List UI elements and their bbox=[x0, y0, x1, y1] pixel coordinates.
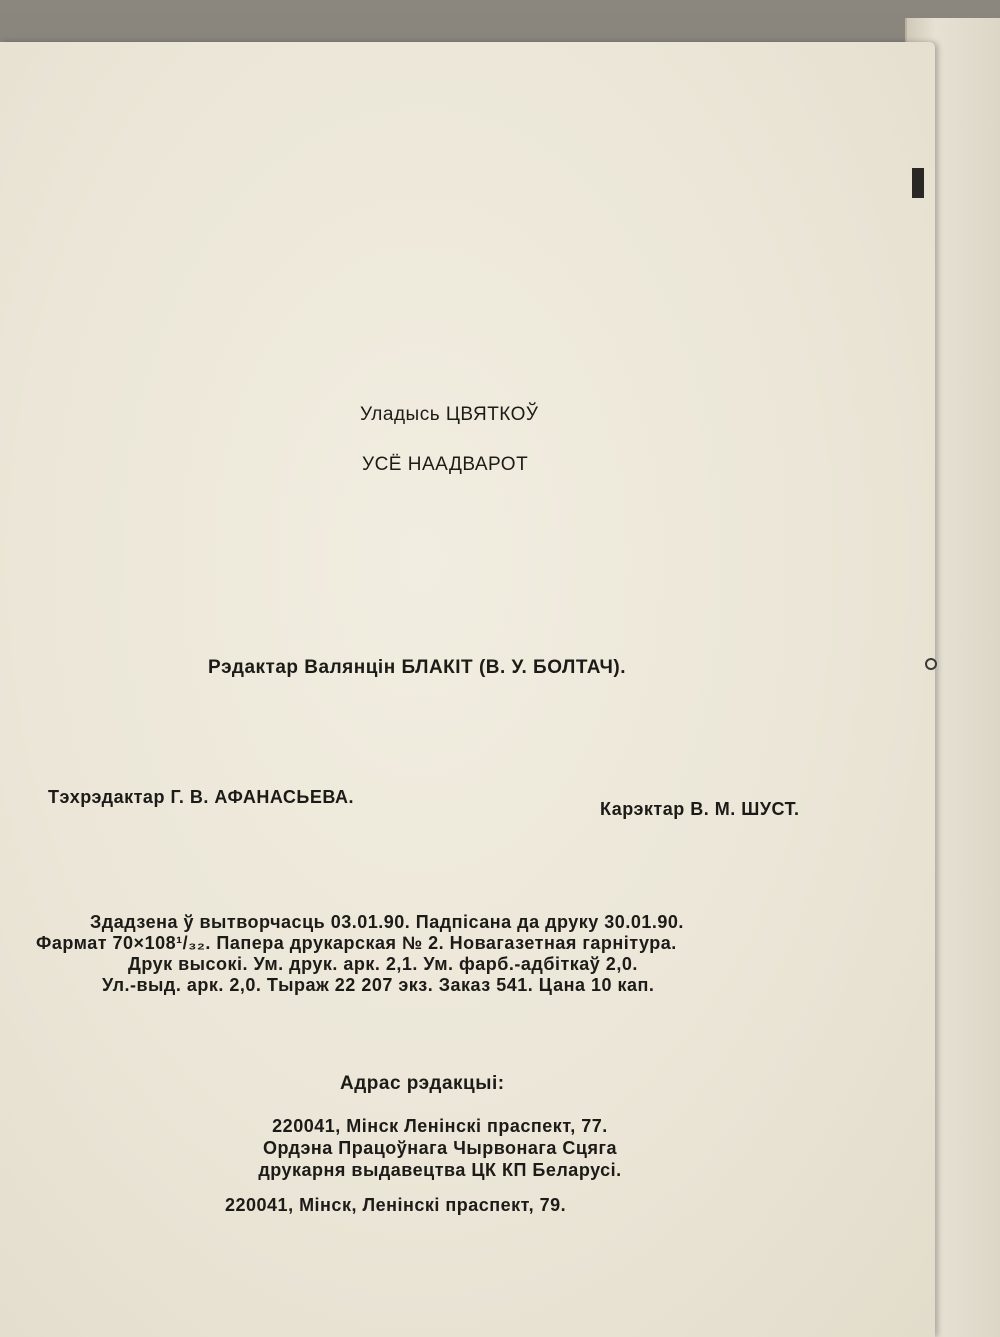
corrector-credit: Карэктар В. М. ШУСТ. bbox=[600, 799, 800, 819]
editor-credit: Рэдактар Валянцін БЛАКІТ (В. У. БОЛТАЧ). bbox=[208, 657, 626, 678]
address-line: 220041, Мінск Ленінскі праспект, 77. bbox=[272, 1116, 608, 1136]
bookmark-tab bbox=[912, 168, 924, 198]
book-title: УСЁ НААДВАРОТ bbox=[362, 454, 529, 475]
address-block bbox=[205, 1115, 675, 1181]
staple-hole bbox=[925, 658, 937, 670]
author-name: Уладысь ЦВЯТКОЎ bbox=[360, 404, 539, 425]
address-heading: Адрас рэдакцыі: bbox=[340, 1073, 505, 1094]
imprint-line: Друк высокі. Ум. друк. арк. 2,1. Ум. фарб.-адбіткаў 2,0. bbox=[128, 954, 638, 974]
tech-editor-credit: Тэхрэдактар Г. В. АФАНАСЬЕВА. bbox=[48, 787, 354, 807]
press-address: 220041, Мінск, Ленінскі праспект, 79. bbox=[225, 1195, 567, 1215]
imprint-line: Ул.-выд. арк. 2,0. Тыраж 22 207 экз. Заказ 541. Цана 10 кап. bbox=[102, 975, 655, 995]
address-line: Ордэна Працоўнага Чырвонага Сцяга bbox=[262, 1138, 617, 1158]
address-line: друкарня выдавецтва ЦК КП Беларусі. bbox=[258, 1160, 622, 1180]
imprint-block bbox=[36, 912, 876, 996]
imprint-line: Фармат 70×108¹/₃₂. Папера друкарская № 2. Новагазетная гарнітура. bbox=[36, 933, 677, 953]
imprint-line: Здадзена ў вытворчасць 03.01.90. Падпісана да друку 30.01.90. bbox=[90, 912, 684, 932]
